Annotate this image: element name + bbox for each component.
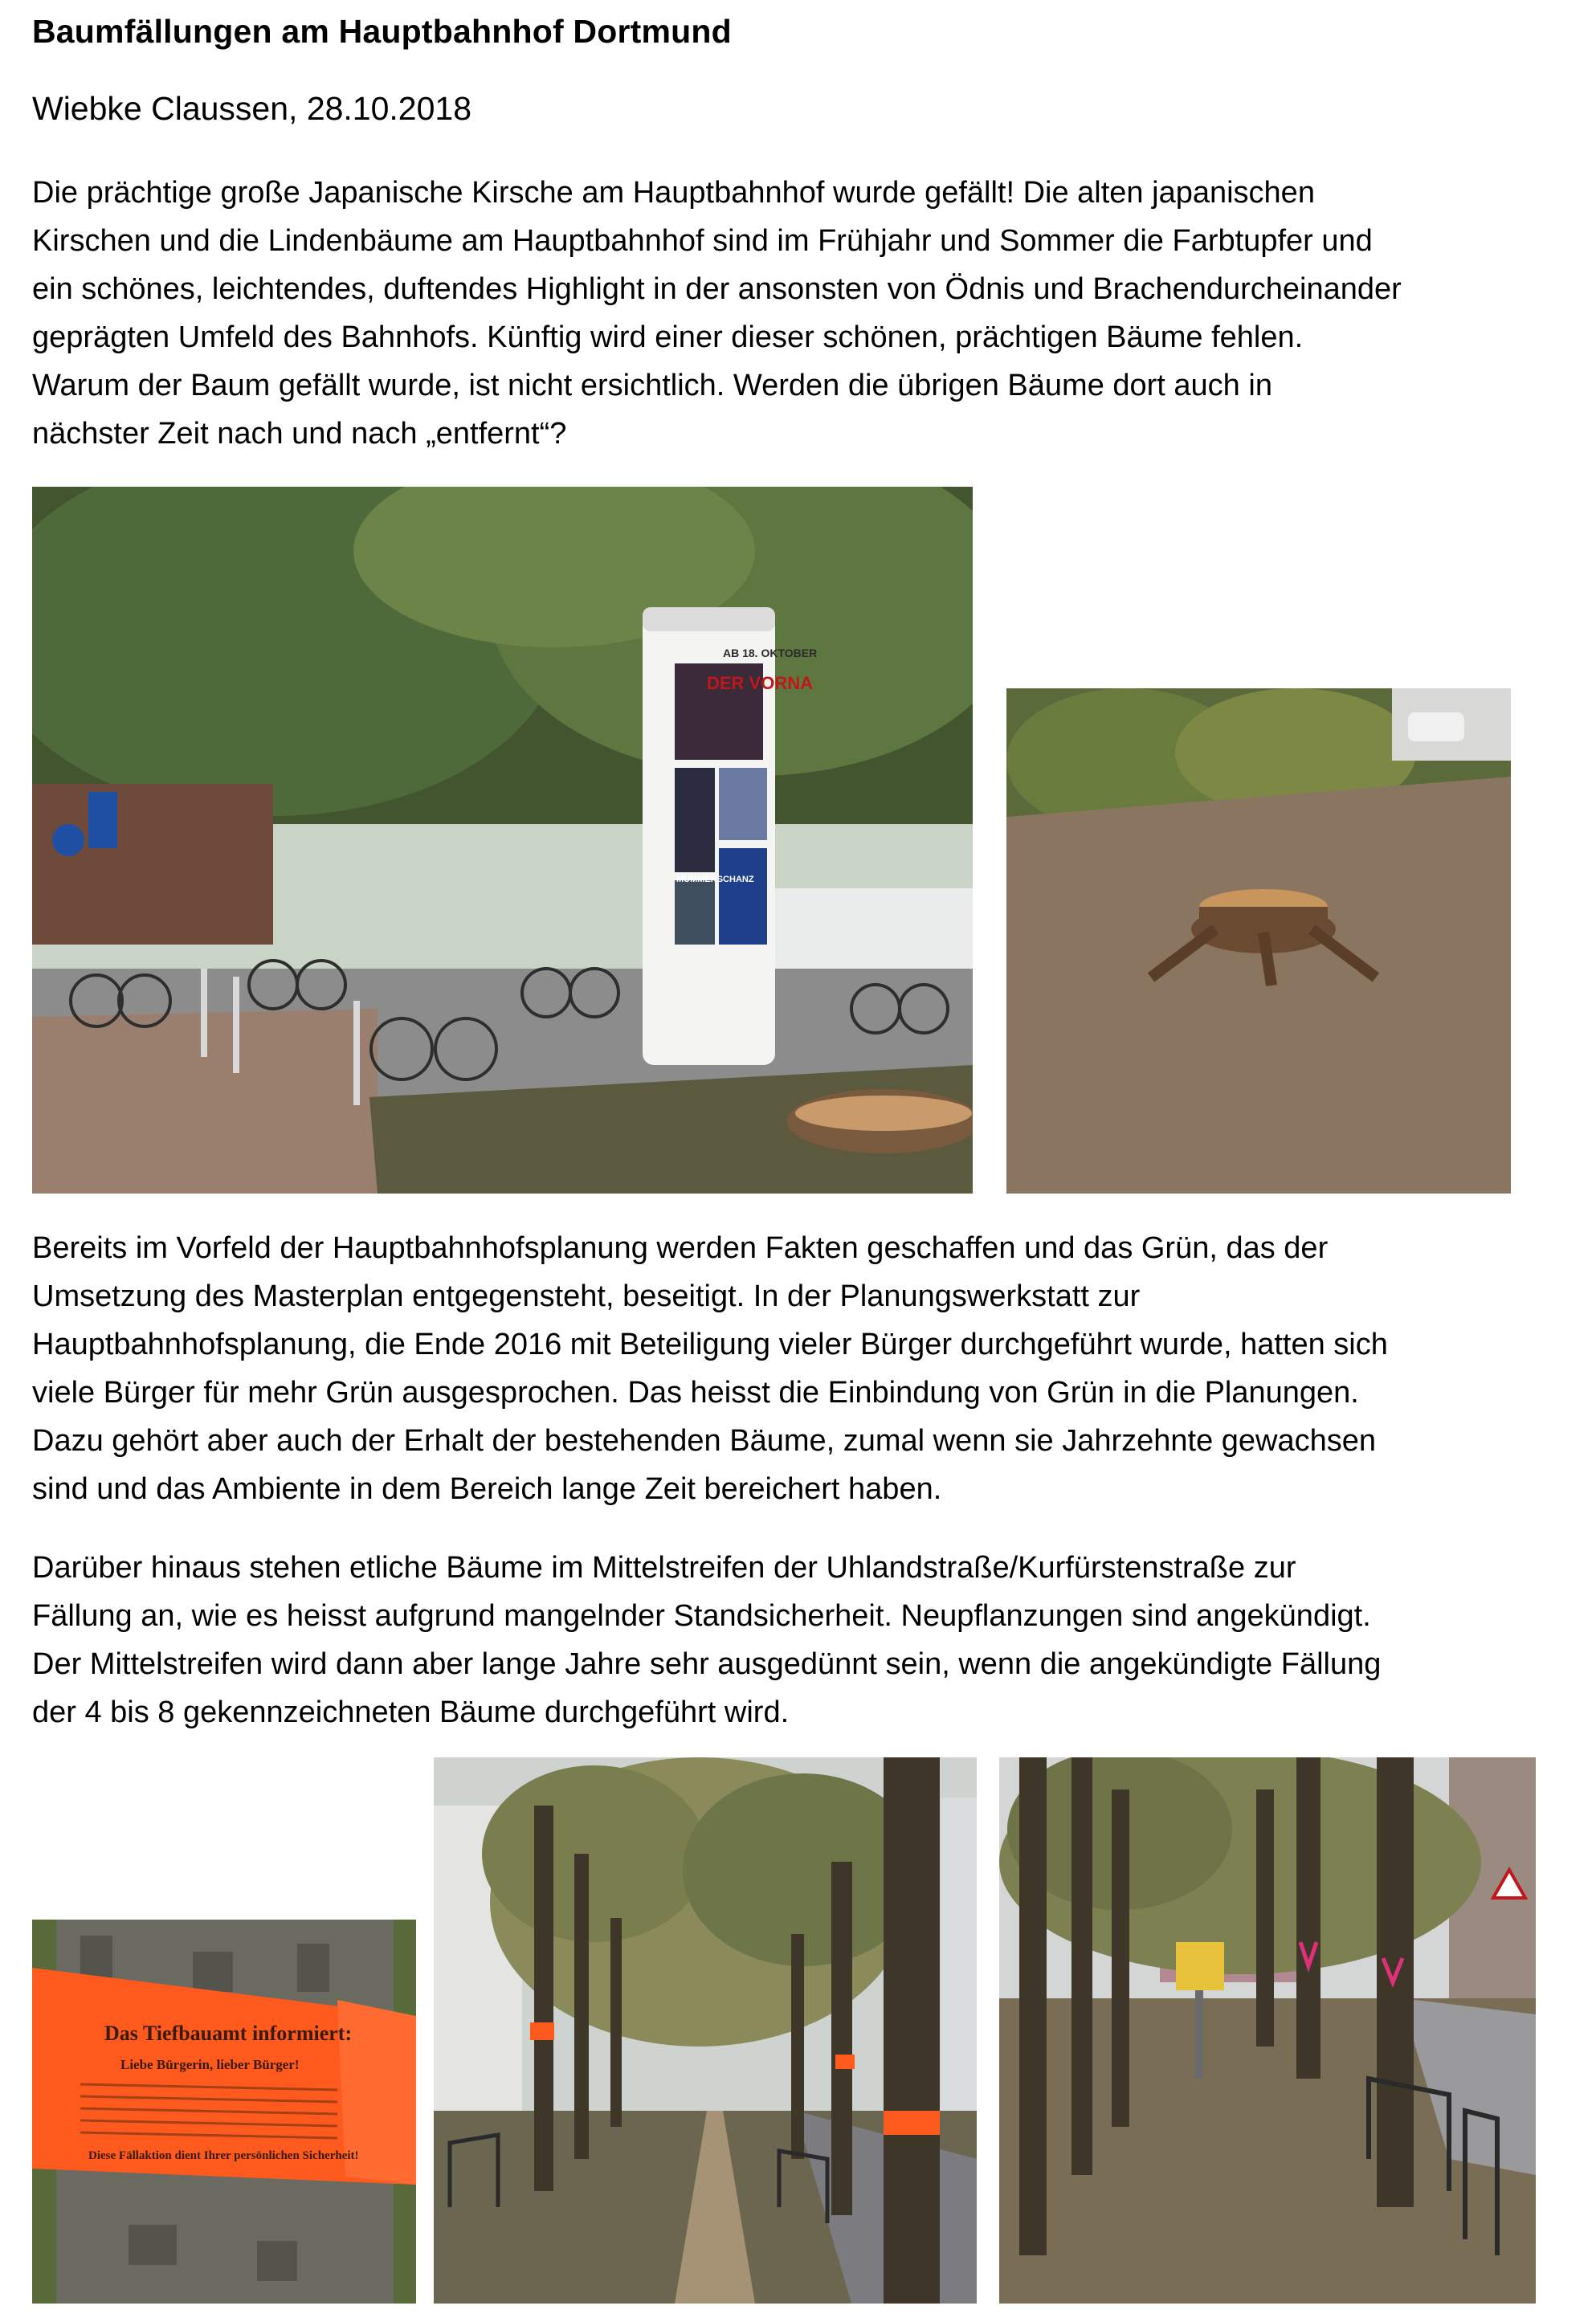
document-title: Baumfällungen am Hauptbahnhof Dortmund [32, 13, 732, 50]
poster-mummenschanz: MUMMENSCHANZ [676, 875, 754, 884]
paragraph-line: Die prächtige große Japanische Kirsche am Hauptbahnhof wurde gefällt! Die alten japanischen [32, 176, 1315, 210]
paragraph-line: Umsetzung des Masterplan entgegensteht, beseitigt. In der Planungswerkstatt zur [32, 1279, 1141, 1313]
paragraph-line: sind und das Ambiente in dem Bereich lange Zeit bereichert haben. [32, 1472, 942, 1506]
paragraph-line: ein schönes, leichtendes, duftendes Highlight in der ansonsten von Ödnis und Brachendurcheinander [32, 272, 1402, 306]
photo-tree-stump [1006, 688, 1511, 1194]
tape-heading: Das Tiefbauamt informiert: [104, 2022, 353, 2045]
paragraph-planning [32, 1224, 1388, 1513]
paragraph-line: Kirschen und die Lindenbäume am Hauptbahnhof sind im Frühjahr und Sommer die Farbtupfer und [32, 224, 1373, 258]
photo-orange-tape [32, 1920, 416, 2304]
paragraph-line: Hauptbahnhofsplanung, die Ende 2016 mit Beteiligung vieler Bürger durchgeführt wurde, hatten sich [32, 1328, 1388, 1361]
poster-header: AB 18. OKTOBER [723, 647, 818, 659]
paragraph-line: Dazu gehört aber auch der Erhalt der bestehenden Bäume, zumal wenn sie Jahrzehnte gewachsen [32, 1424, 1377, 1458]
photo-advertising-column [32, 487, 973, 1194]
tape-closing: Diese Fällaktion dient Ihrer persönlichen Sicherheit! [88, 2149, 359, 2162]
photo-median-path [434, 1757, 977, 2304]
paragraph-line: viele Bürger für mehr Grün ausgesprochen. Das heisst die Einbindung von Grün in die Planungen. [32, 1376, 1359, 1410]
paragraph-median-strip [32, 1544, 1381, 1736]
paragraph-line: Warum der Baum gefällt wurde, ist nicht ersichtlich. Werden die übrigen Bäume dort auch in [32, 369, 1272, 402]
paragraph-line: Bereits im Vorfeld der Hauptbahnhofsplanung werden Fakten geschaffen und das Grün, das der [32, 1231, 1329, 1265]
poster-title: DER VORNA [707, 673, 814, 693]
paragraph-line: Der Mittelstreifen wird dann aber lange Jahre sehr ausgedünnt sein, wenn die angekündigte Fällung [32, 1647, 1382, 1681]
paragraph-line: Fällung an, wie es heisst aufgrund mangelnder Standsicherheit. Neupflanzungen sind angekündigt. [32, 1599, 1371, 1633]
tape-greeting: Liebe Bürgerin, lieber Bürger! [120, 2057, 300, 2072]
paragraph-line: Darüber hinaus stehen etliche Bäume im Mittelstreifen der Uhlandstraße/Kurfürstenstraße zur [32, 1551, 1296, 1585]
paragraph-intro [32, 169, 1402, 458]
paragraph-line: der 4 bis 8 gekennzeichneten Bäume durchgeführt wird. [32, 1696, 790, 1729]
author-date: Wiebke Claussen, 28.10.2018 [32, 90, 472, 127]
paragraph-line: geprägten Umfeld des Bahnhofs. Künftig wird einer dieser schönen, prächtigen Bäume fehlen. [32, 320, 1304, 354]
photo-marked-trees [999, 1757, 1536, 2304]
paragraph-line: nächster Zeit nach und nach „entfernt“? [32, 417, 567, 451]
